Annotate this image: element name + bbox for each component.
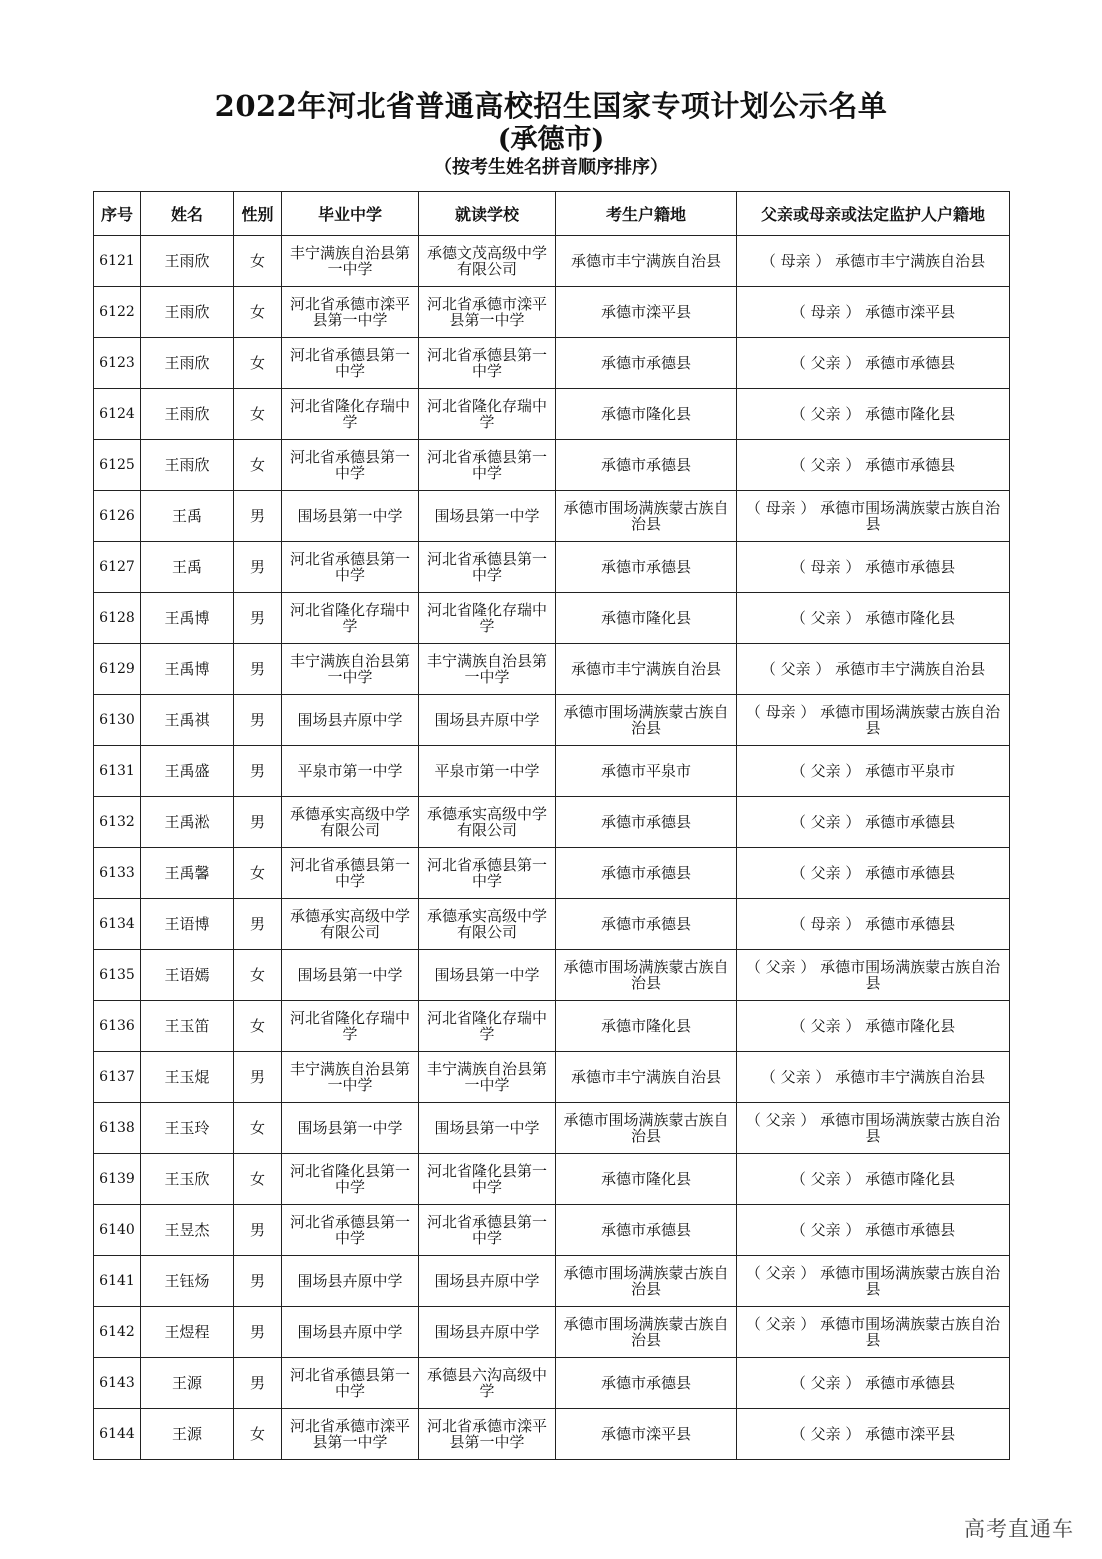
cell-gender: 男 bbox=[234, 746, 282, 797]
cell-name: 王源 bbox=[141, 1358, 234, 1409]
table-row bbox=[94, 1409, 1010, 1460]
cell-grad-school: 河北省承德市滦平县第一中学 bbox=[282, 1409, 419, 1460]
cell-current-school: 河北省承德县第一中学 bbox=[419, 440, 556, 491]
cell-name: 王源 bbox=[141, 1409, 234, 1460]
cell-grad-school: 围场县卉原中学 bbox=[282, 1256, 419, 1307]
cell-seq: 6139 bbox=[94, 1154, 141, 1205]
cell-name: 王禹馨 bbox=[141, 848, 234, 899]
cell-gender: 男 bbox=[234, 593, 282, 644]
cell-grad-school: 河北省承德县第一中学 bbox=[282, 440, 419, 491]
col-header-seq: 序号 bbox=[94, 192, 141, 236]
table-row bbox=[94, 338, 1010, 389]
cell-current-school: 围场县卉原中学 bbox=[419, 695, 556, 746]
cell-residence: 承德市隆化县 bbox=[556, 389, 737, 440]
cell-grad-school: 河北省承德县第一中学 bbox=[282, 1358, 419, 1409]
cell-seq: 6127 bbox=[94, 542, 141, 593]
table-row bbox=[94, 1256, 1010, 1307]
cell-grad-school: 围场县第一中学 bbox=[282, 950, 419, 1001]
cell-guardian-residence: （ 父亲 ） 承德市围场满族蒙古族自治县 bbox=[737, 1103, 1010, 1154]
cell-guardian-residence: （ 母亲 ） 承德市围场满族蒙古族自治县 bbox=[737, 491, 1010, 542]
cell-gender: 女 bbox=[234, 338, 282, 389]
cell-guardian-residence: （ 母亲 ） 承德市承德县 bbox=[737, 899, 1010, 950]
cell-grad-school: 河北省隆化存瑞中学 bbox=[282, 593, 419, 644]
cell-guardian-residence: （ 父亲 ） 承德市承德县 bbox=[737, 797, 1010, 848]
cell-guardian-residence: （ 父亲 ） 承德市围场满族蒙古族自治县 bbox=[737, 1256, 1010, 1307]
cell-residence: 承德市承德县 bbox=[556, 542, 737, 593]
cell-gender: 女 bbox=[234, 236, 282, 287]
cell-residence: 承德市围场满族蒙古族自治县 bbox=[556, 695, 737, 746]
cell-gender: 女 bbox=[234, 950, 282, 1001]
cell-current-school: 承德县六沟高级中学 bbox=[419, 1358, 556, 1409]
cell-grad-school: 河北省承德县第一中学 bbox=[282, 848, 419, 899]
cell-gender: 男 bbox=[234, 1052, 282, 1103]
cell-seq: 6122 bbox=[94, 287, 141, 338]
cell-gender: 男 bbox=[234, 695, 282, 746]
cell-name: 王语博 bbox=[141, 899, 234, 950]
table-row bbox=[94, 1205, 1010, 1256]
table-row bbox=[94, 644, 1010, 695]
cell-name: 王雨欣 bbox=[141, 236, 234, 287]
cell-name: 王煜程 bbox=[141, 1307, 234, 1358]
cell-guardian-residence: （ 母亲 ） 承德市丰宁满族自治县 bbox=[737, 236, 1010, 287]
cell-grad-school: 河北省隆化存瑞中学 bbox=[282, 1001, 419, 1052]
cell-seq: 6140 bbox=[94, 1205, 141, 1256]
cell-current-school: 河北省隆化存瑞中学 bbox=[419, 593, 556, 644]
cell-gender: 男 bbox=[234, 1307, 282, 1358]
cell-guardian-residence: （ 父亲 ） 承德市隆化县 bbox=[737, 1001, 1010, 1052]
cell-residence: 承德市隆化县 bbox=[556, 593, 737, 644]
cell-seq: 6130 bbox=[94, 695, 141, 746]
cell-residence: 承德市丰宁满族自治县 bbox=[556, 644, 737, 695]
cell-current-school: 丰宁满族自治县第一中学 bbox=[419, 1052, 556, 1103]
table-row bbox=[94, 389, 1010, 440]
cell-residence: 承德市承德县 bbox=[556, 440, 737, 491]
cell-guardian-residence: （ 父亲 ） 承德市隆化县 bbox=[737, 1154, 1010, 1205]
cell-name: 王禹博 bbox=[141, 644, 234, 695]
cell-grad-school: 围场县第一中学 bbox=[282, 491, 419, 542]
roster-table bbox=[93, 191, 1010, 1460]
cell-name: 王禹盛 bbox=[141, 746, 234, 797]
table-row bbox=[94, 236, 1010, 287]
cell-grad-school: 承德承实高级中学有限公司 bbox=[282, 899, 419, 950]
cell-current-school: 围场县第一中学 bbox=[419, 1103, 556, 1154]
cell-current-school: 丰宁满族自治县第一中学 bbox=[419, 644, 556, 695]
cell-grad-school: 河北省承德市滦平县第一中学 bbox=[282, 287, 419, 338]
cell-guardian-residence: （ 父亲 ） 承德市围场满族蒙古族自治县 bbox=[737, 1307, 1010, 1358]
cell-guardian-residence: （ 父亲 ） 承德市围场满族蒙古族自治县 bbox=[737, 950, 1010, 1001]
cell-residence: 承德市丰宁满族自治县 bbox=[556, 236, 737, 287]
cell-gender: 女 bbox=[234, 1103, 282, 1154]
table-row bbox=[94, 1103, 1010, 1154]
table-row bbox=[94, 848, 1010, 899]
cell-name: 王玉欣 bbox=[141, 1154, 234, 1205]
table-header-row bbox=[94, 192, 1010, 236]
table-row bbox=[94, 1001, 1010, 1052]
cell-grad-school: 围场县卉原中学 bbox=[282, 695, 419, 746]
cell-guardian-residence: （ 父亲 ） 承德市隆化县 bbox=[737, 593, 1010, 644]
document-subtitle: (承德市) bbox=[497, 124, 605, 155]
cell-guardian-residence: （ 父亲 ） 承德市承德县 bbox=[737, 848, 1010, 899]
table-row bbox=[94, 440, 1010, 491]
cell-seq: 6138 bbox=[94, 1103, 141, 1154]
cell-gender: 女 bbox=[234, 1001, 282, 1052]
cell-seq: 6123 bbox=[94, 338, 141, 389]
cell-grad-school: 围场县卉原中学 bbox=[282, 1307, 419, 1358]
cell-gender: 男 bbox=[234, 644, 282, 695]
cell-seq: 6133 bbox=[94, 848, 141, 899]
cell-name: 王昱杰 bbox=[141, 1205, 234, 1256]
cell-residence: 承德市围场满族蒙古族自治县 bbox=[556, 1103, 737, 1154]
cell-current-school: 河北省承德市滦平县第一中学 bbox=[419, 1409, 556, 1460]
cell-current-school: 平泉市第一中学 bbox=[419, 746, 556, 797]
cell-current-school: 河北省隆化存瑞中学 bbox=[419, 1001, 556, 1052]
cell-residence: 承德市承德县 bbox=[556, 848, 737, 899]
cell-seq: 6124 bbox=[94, 389, 141, 440]
cell-seq: 6135 bbox=[94, 950, 141, 1001]
cell-guardian-residence: （ 父亲 ） 承德市滦平县 bbox=[737, 1409, 1010, 1460]
cell-gender: 女 bbox=[234, 389, 282, 440]
cell-name: 王玉玲 bbox=[141, 1103, 234, 1154]
cell-residence: 承德市丰宁满族自治县 bbox=[556, 1052, 737, 1103]
sort-note: （按考生姓名拼音顺序排序） bbox=[434, 157, 668, 178]
cell-current-school: 承德承实高级中学有限公司 bbox=[419, 899, 556, 950]
cell-grad-school: 河北省隆化存瑞中学 bbox=[282, 389, 419, 440]
cell-gender: 女 bbox=[234, 440, 282, 491]
table-row bbox=[94, 287, 1010, 338]
cell-name: 王玉焜 bbox=[141, 1052, 234, 1103]
table-row bbox=[94, 1358, 1010, 1409]
cell-guardian-residence: （ 母亲 ） 承德市滦平县 bbox=[737, 287, 1010, 338]
cell-current-school: 河北省承德县第一中学 bbox=[419, 848, 556, 899]
cell-name: 王禹淞 bbox=[141, 797, 234, 848]
cell-grad-school: 平泉市第一中学 bbox=[282, 746, 419, 797]
cell-name: 王钰炀 bbox=[141, 1256, 234, 1307]
table-row bbox=[94, 695, 1010, 746]
cell-residence: 承德市隆化县 bbox=[556, 1001, 737, 1052]
cell-residence: 承德市围场满族蒙古族自治县 bbox=[556, 950, 737, 1001]
cell-guardian-residence: （ 父亲 ） 承德市承德县 bbox=[737, 440, 1010, 491]
cell-residence: 承德市承德县 bbox=[556, 1205, 737, 1256]
cell-grad-school: 围场县第一中学 bbox=[282, 1103, 419, 1154]
document-title: 2022年河北省普通高校招生国家专项计划公示名单 bbox=[214, 89, 888, 123]
cell-seq: 6143 bbox=[94, 1358, 141, 1409]
table-row bbox=[94, 1154, 1010, 1205]
col-header-name: 姓名 bbox=[141, 192, 234, 236]
cell-seq: 6128 bbox=[94, 593, 141, 644]
table-row bbox=[94, 1307, 1010, 1358]
cell-name: 王禹祺 bbox=[141, 695, 234, 746]
cell-gender: 男 bbox=[234, 542, 282, 593]
cell-current-school: 围场县第一中学 bbox=[419, 491, 556, 542]
table-row bbox=[94, 746, 1010, 797]
cell-current-school: 围场县卉原中学 bbox=[419, 1256, 556, 1307]
table-row bbox=[94, 491, 1010, 542]
cell-grad-school: 河北省承德县第一中学 bbox=[282, 338, 419, 389]
cell-gender: 男 bbox=[234, 491, 282, 542]
cell-residence: 承德市隆化县 bbox=[556, 1154, 737, 1205]
cell-residence: 承德市滦平县 bbox=[556, 287, 737, 338]
cell-residence: 承德市围场满族蒙古族自治县 bbox=[556, 1256, 737, 1307]
cell-guardian-residence: （ 父亲 ） 承德市丰宁满族自治县 bbox=[737, 644, 1010, 695]
cell-name: 王玉笛 bbox=[141, 1001, 234, 1052]
cell-seq: 6131 bbox=[94, 746, 141, 797]
table-row bbox=[94, 797, 1010, 848]
watermark-text: 高考直通车 bbox=[964, 1517, 1074, 1541]
cell-seq: 6136 bbox=[94, 1001, 141, 1052]
cell-name: 王语嫣 bbox=[141, 950, 234, 1001]
cell-name: 王禹博 bbox=[141, 593, 234, 644]
cell-guardian-residence: （ 父亲 ） 承德市承德县 bbox=[737, 338, 1010, 389]
cell-name: 王雨欣 bbox=[141, 338, 234, 389]
table-row bbox=[94, 899, 1010, 950]
cell-gender: 女 bbox=[234, 848, 282, 899]
cell-residence: 承德市围场满族蒙古族自治县 bbox=[556, 491, 737, 542]
cell-residence: 承德市平泉市 bbox=[556, 746, 737, 797]
cell-guardian-residence: （ 父亲 ） 承德市承德县 bbox=[737, 1358, 1010, 1409]
col-header-guardian-residence: 父亲或母亲或法定监护人户籍地 bbox=[737, 192, 1010, 236]
table-row bbox=[94, 950, 1010, 1001]
cell-grad-school: 承德承实高级中学有限公司 bbox=[282, 797, 419, 848]
cell-current-school: 承德文茂高级中学有限公司 bbox=[419, 236, 556, 287]
cell-residence: 承德市承德县 bbox=[556, 797, 737, 848]
cell-grad-school: 丰宁满族自治县第一中学 bbox=[282, 644, 419, 695]
cell-seq: 6142 bbox=[94, 1307, 141, 1358]
cell-grad-school: 河北省承德县第一中学 bbox=[282, 1205, 419, 1256]
cell-name: 王雨欣 bbox=[141, 440, 234, 491]
cell-current-school: 河北省隆化存瑞中学 bbox=[419, 389, 556, 440]
cell-current-school: 承德承实高级中学有限公司 bbox=[419, 797, 556, 848]
cell-gender: 男 bbox=[234, 1358, 282, 1409]
cell-name: 王禹 bbox=[141, 542, 234, 593]
cell-current-school: 河北省隆化县第一中学 bbox=[419, 1154, 556, 1205]
col-header-grad-school: 毕业中学 bbox=[282, 192, 419, 236]
cell-current-school: 围场县第一中学 bbox=[419, 950, 556, 1001]
col-header-current-school: 就读学校 bbox=[419, 192, 556, 236]
cell-seq: 6144 bbox=[94, 1409, 141, 1460]
cell-current-school: 围场县卉原中学 bbox=[419, 1307, 556, 1358]
cell-current-school: 河北省承德县第一中学 bbox=[419, 338, 556, 389]
cell-current-school: 河北省承德市滦平县第一中学 bbox=[419, 287, 556, 338]
cell-gender: 女 bbox=[234, 287, 282, 338]
cell-name: 王禹 bbox=[141, 491, 234, 542]
cell-grad-school: 丰宁满族自治县第一中学 bbox=[282, 1052, 419, 1103]
cell-guardian-residence: （ 母亲 ） 承德市围场满族蒙古族自治县 bbox=[737, 695, 1010, 746]
cell-seq: 6125 bbox=[94, 440, 141, 491]
cell-seq: 6129 bbox=[94, 644, 141, 695]
cell-residence: 承德市围场满族蒙古族自治县 bbox=[556, 1307, 737, 1358]
cell-gender: 男 bbox=[234, 899, 282, 950]
col-header-residence: 考生户籍地 bbox=[556, 192, 737, 236]
table-row bbox=[94, 542, 1010, 593]
cell-current-school: 河北省承德县第一中学 bbox=[419, 1205, 556, 1256]
cell-guardian-residence: （ 父亲 ） 承德市丰宁满族自治县 bbox=[737, 1052, 1010, 1103]
cell-gender: 男 bbox=[234, 1205, 282, 1256]
cell-residence: 承德市承德县 bbox=[556, 1358, 737, 1409]
cell-guardian-residence: （ 母亲 ） 承德市承德县 bbox=[737, 542, 1010, 593]
cell-seq: 6134 bbox=[94, 899, 141, 950]
cell-residence: 承德市滦平县 bbox=[556, 1409, 737, 1460]
cell-seq: 6141 bbox=[94, 1256, 141, 1307]
cell-residence: 承德市承德县 bbox=[556, 338, 737, 389]
cell-guardian-residence: （ 父亲 ） 承德市平泉市 bbox=[737, 746, 1010, 797]
cell-gender: 女 bbox=[234, 1409, 282, 1460]
cell-residence: 承德市承德县 bbox=[556, 899, 737, 950]
cell-name: 王雨欣 bbox=[141, 287, 234, 338]
cell-name: 王雨欣 bbox=[141, 389, 234, 440]
table-row bbox=[94, 1052, 1010, 1103]
cell-current-school: 河北省承德县第一中学 bbox=[419, 542, 556, 593]
cell-gender: 女 bbox=[234, 1154, 282, 1205]
cell-guardian-residence: （ 父亲 ） 承德市承德县 bbox=[737, 1205, 1010, 1256]
cell-grad-school: 丰宁满族自治县第一中学 bbox=[282, 236, 419, 287]
cell-seq: 6121 bbox=[94, 236, 141, 287]
cell-seq: 6126 bbox=[94, 491, 141, 542]
cell-gender: 男 bbox=[234, 797, 282, 848]
cell-seq: 6137 bbox=[94, 1052, 141, 1103]
col-header-gender: 性别 bbox=[234, 192, 282, 236]
table-row bbox=[94, 593, 1010, 644]
cell-guardian-residence: （ 父亲 ） 承德市隆化县 bbox=[737, 389, 1010, 440]
cell-gender: 男 bbox=[234, 1256, 282, 1307]
cell-grad-school: 河北省承德县第一中学 bbox=[282, 542, 419, 593]
cell-seq: 6132 bbox=[94, 797, 141, 848]
cell-grad-school: 河北省隆化县第一中学 bbox=[282, 1154, 419, 1205]
